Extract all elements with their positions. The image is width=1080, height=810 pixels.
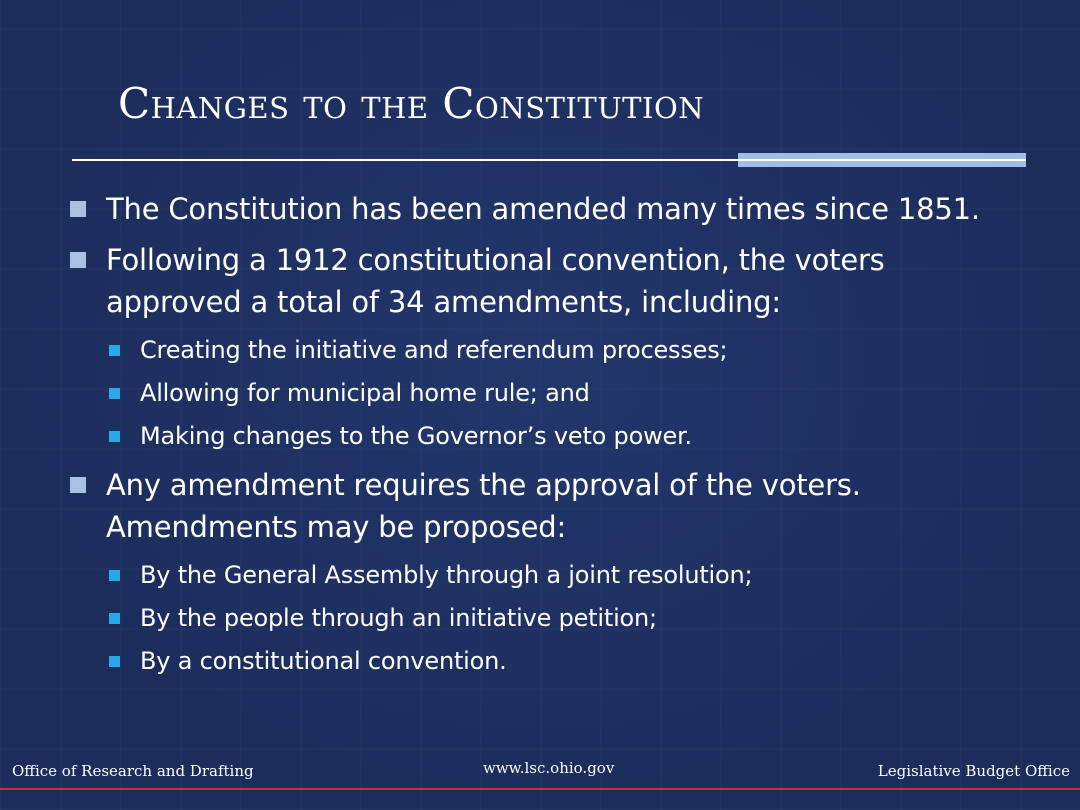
small-square-bullet-icon [109, 388, 120, 399]
square-bullet-icon [70, 477, 86, 493]
slide-title: Changes to the Constitution [118, 79, 705, 128]
sub-bullet-home-rule [140, 377, 1020, 409]
small-square-bullet-icon [109, 345, 120, 356]
sub-bullet-veto-power [140, 420, 1020, 452]
footer-legislative-budget-office: Legislative Budget Office [877, 762, 1070, 780]
sub-bullet-text: Creating the initiative and referendum processes; [140, 336, 728, 364]
sub-bullet-text: By the people through an initiative petition; [140, 604, 657, 632]
bullet-text: The Constitution has been amended many times since 1851. [106, 192, 980, 226]
footer-website-link[interactable]: www.lsc.ohio.gov [483, 759, 615, 777]
sub-bullet-constitutional-convention [140, 645, 1020, 677]
bullet-1912-convention [106, 239, 966, 323]
footer-office-research-drafting: Office of Research and Drafting [12, 762, 254, 780]
small-square-bullet-icon [109, 570, 120, 581]
small-square-bullet-icon [109, 613, 120, 624]
bullet-text: Any amendment requires the approval of the voters. Amendments may be proposed: [106, 468, 861, 544]
bullet-amendment-approval [106, 464, 936, 548]
square-bullet-icon [70, 201, 86, 217]
sub-bullet-text: Allowing for municipal home rule; and [140, 379, 590, 407]
sub-bullet-initiative-petition [140, 602, 1020, 634]
sub-bullet-text: Making changes to the Governor’s veto power. [140, 422, 692, 450]
small-square-bullet-icon [109, 656, 120, 667]
square-bullet-icon [70, 252, 86, 268]
sub-bullet-text: By the General Assembly through a joint resolution; [140, 561, 753, 589]
small-square-bullet-icon [109, 431, 120, 442]
sub-bullet-initiative-referendum [140, 334, 1020, 366]
sub-bullet-general-assembly [140, 559, 1020, 591]
sub-bullet-text: By a constitutional convention. [140, 647, 507, 675]
bullet-text: Following a 1912 constitutional convention, the voters approved a total of 34 amendments, including: [106, 243, 885, 319]
bullet-amended-since-1851 [106, 188, 1026, 230]
footer-divider [0, 788, 1080, 790]
